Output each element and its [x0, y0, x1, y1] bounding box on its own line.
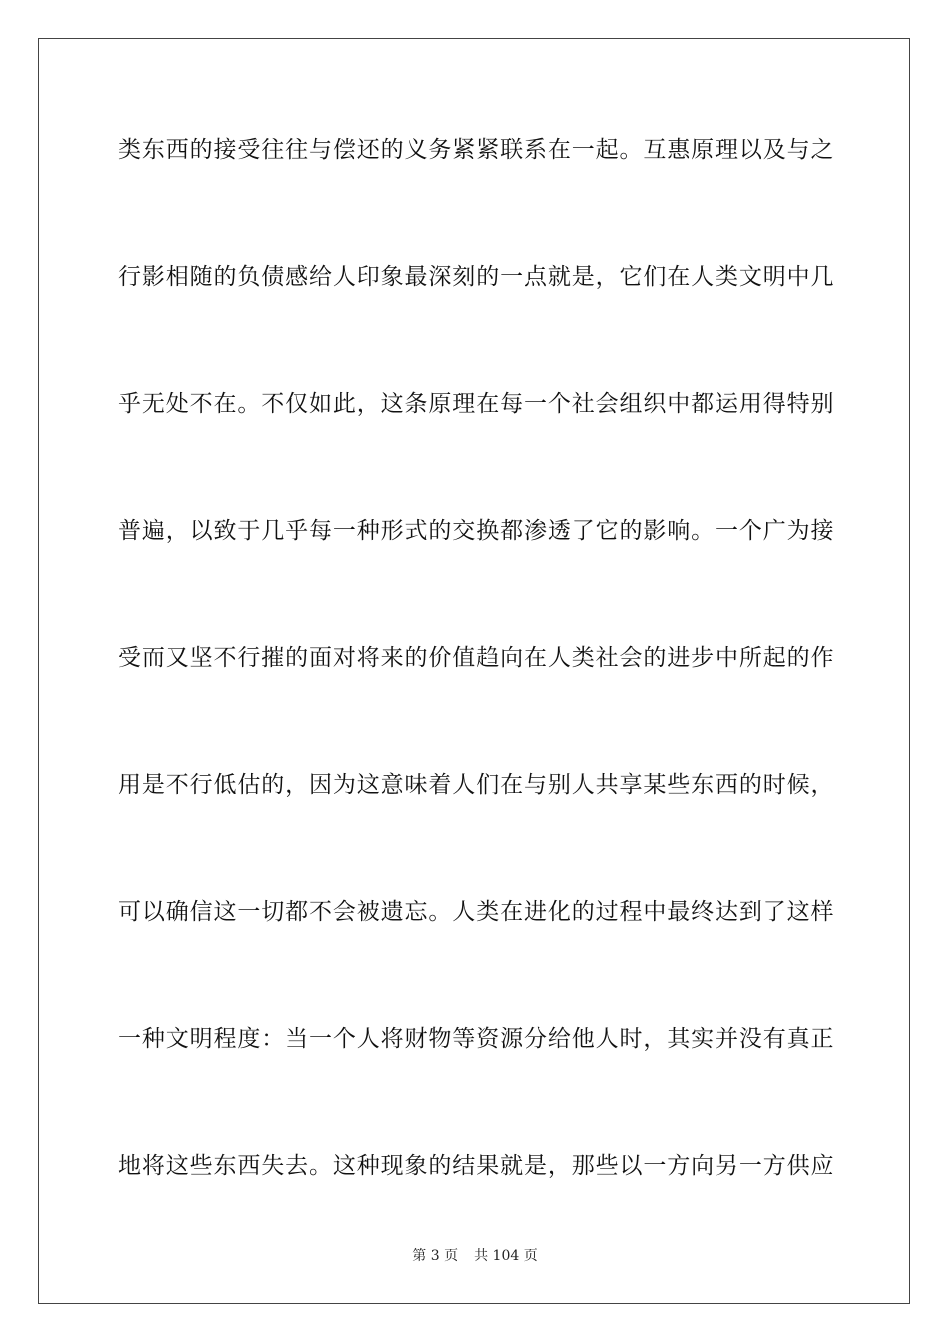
- total-pages: 共 104 页: [474, 1248, 538, 1264]
- text-line: 用是不行低估的，因为这意味着人们在与别人共享某些东西的时候，: [118, 772, 834, 798]
- page-footer: [0, 1245, 950, 1265]
- text-line: 普遍，以致于几乎每一种形式的交换都渗透了它的影响。一个广为接: [118, 518, 834, 544]
- page-number: 第 3 页: [412, 1248, 459, 1264]
- text-line: 乎无处不在。不仅如此，这条原理在每一个社会组织中都运用得特别: [118, 391, 834, 417]
- text-line: 一种文明程度：当一个人将财物等资源分给他人时，其实并没有真正: [118, 1026, 834, 1052]
- text-line: 可以确信这一切都不会被遗忘。人类在进化的过程中最终达到了这样: [118, 899, 834, 925]
- document-body: [118, 122, 834, 1265]
- text-line: 行影相随的负债感给人印象最深刻的一点就是，它们在人类文明中几: [118, 264, 834, 290]
- text-line: 地将这些东西失去。这种现象的结果就是，那些以一方向另一方供应: [118, 1153, 834, 1179]
- text-line: 类东西的接受往往与偿还的义务紧紧联系在一起。互惠原理以及与之: [118, 137, 834, 163]
- text-line: 受而又坚不行摧的面对将来的价值趋向在人类社会的进步中所起的作: [118, 645, 834, 671]
